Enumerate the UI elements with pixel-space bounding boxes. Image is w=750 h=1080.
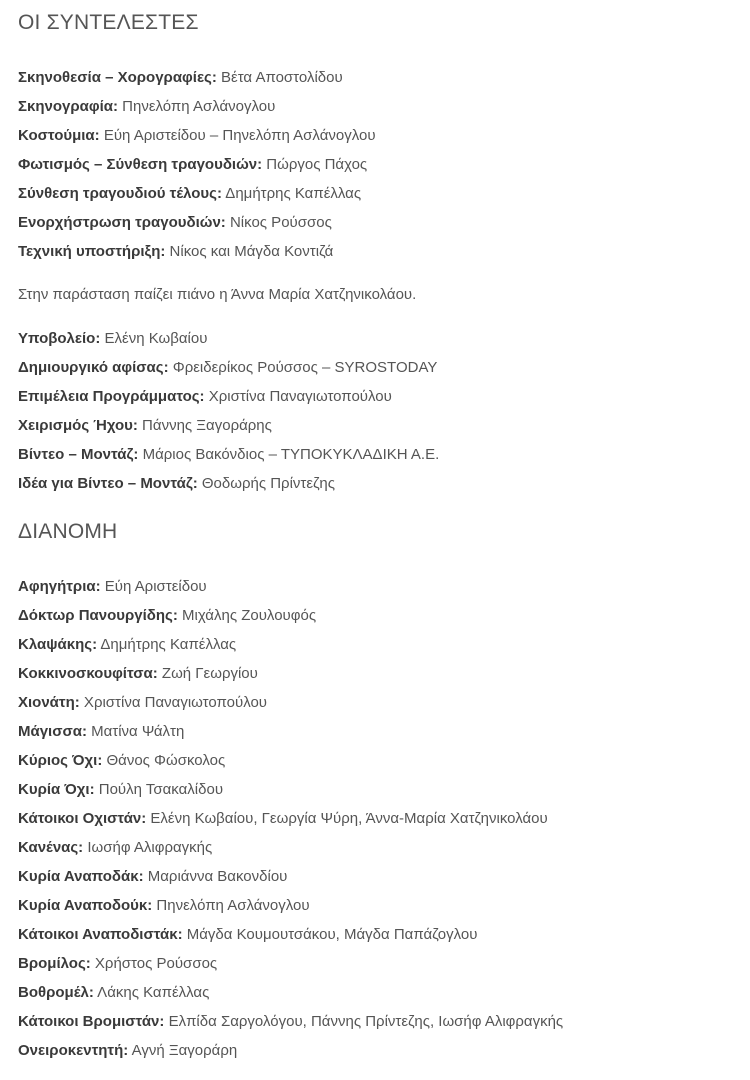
cast-role: Κύριος Όχι: (18, 752, 103, 769)
credit-role: Υποβολείο: (18, 330, 101, 347)
credit-line (18, 63, 376, 92)
cast-line (18, 978, 563, 1007)
cast-line (18, 804, 563, 833)
credit-role: Ιδέα για Βίντεο – Μοντάζ: (18, 475, 198, 492)
credit-line (18, 92, 376, 121)
credit-name: Πώργος Πάχος (262, 156, 368, 173)
cast-name: Χρήστος Ρούσσος (90, 955, 218, 972)
cast-name: Μαριάννα Βακονδίου (143, 868, 288, 885)
credit-line (18, 208, 376, 237)
credit-name: Μάριος Βακόνδιος – ΤΥΠΟΚΥΚΛΑΔΙΚΗ Α.Ε. (138, 446, 440, 463)
credit-name: Χριστίνα Παναγιωτοπούλου (204, 388, 392, 405)
credit-role: Επιμέλεια Προγράμματος: (18, 388, 205, 405)
credit-name: Πάννης Ξαγοράρης (137, 417, 272, 434)
cast-line (18, 949, 563, 978)
credit-role: Ενορχήστρωση τραγουδιών: (18, 214, 226, 231)
cast-name: Λάκης Καπέλλας (93, 984, 210, 1001)
cast-name: Θάνος Φώσκολος (102, 752, 226, 769)
cast-role: Χιονάτη: (18, 694, 80, 711)
cast-name: Πηνελόπη Ασλάνογλου (152, 897, 310, 914)
cast-line (18, 1036, 563, 1065)
credit-name: Νίκος και Μάγδα Κοντιζά (165, 243, 334, 260)
cast-role: Κάτοικοι Αναποδιστάκ: (18, 926, 183, 943)
credit-role: Σκηνοθεσία – Χορογραφίες: (18, 69, 217, 86)
cast-name: Ιωσήφ Αλιφραγκής (83, 839, 213, 856)
cast-role: Κοκκινοσκουφίτσα: (18, 665, 158, 682)
cast-name: Ζωή Γεωργίου (157, 665, 258, 682)
credit-line (18, 353, 439, 382)
credit-line (18, 469, 439, 498)
credit-role: Σκηνογραφία: (18, 98, 118, 115)
cast-role: Κανένας: (18, 839, 84, 856)
cast-role: Κλαψάκης: (18, 636, 98, 653)
cast-list (18, 572, 563, 1065)
credit-line (18, 237, 376, 266)
cast-name: Ελένη Κωβαίου, Γεωργία Ψύρη, Άννα-Μαρία Χατζηνικολάου (146, 810, 548, 827)
cast-line (18, 601, 563, 630)
credit-name: Φρειδερίκος Ρούσσος – SYROSTODAY (168, 359, 438, 376)
cast-name: Πούλη Τσακαλίδου (94, 781, 224, 798)
cast-role: Κυρία Αναποδούκ: (18, 897, 153, 914)
piano-note: Στην παράσταση παίζει πιάνο η Άννα Μαρία Χατζηνικολάου. (18, 286, 417, 303)
credit-role: Κοστούμια: (18, 127, 100, 144)
cast-role: Αφηγήτρια: (18, 578, 101, 595)
credit-name: Ελένη Κωβαίου (100, 330, 208, 347)
credit-line (18, 150, 376, 179)
cast-name: Χριστίνα Παναγιωτοπούλου (79, 694, 268, 711)
credit-role: Φωτισμός – Σύνθεση τραγουδιών: (18, 156, 263, 173)
credit-line (18, 324, 439, 353)
cast-name: Μιχάλης Ζουλουφός (177, 607, 317, 624)
credit-role: Βίντεο – Μοντάζ: (18, 446, 139, 463)
cast-name: Ματίνα Ψάλτη (86, 723, 185, 740)
credits-list (18, 324, 439, 498)
cast-role: Δόκτωρ Πανουργίδης: (18, 607, 178, 624)
credit-name: Θοδωρής Πρίντεζης (197, 475, 335, 492)
cast-role: Βοθρομέλ: (18, 984, 94, 1001)
cast-line (18, 1007, 563, 1036)
credits-list (18, 63, 376, 266)
cast-line (18, 833, 563, 862)
credit-name: Εύη Αριστείδου – Πηνελόπη Ασλάνογλου (99, 127, 376, 144)
credit-line (18, 411, 439, 440)
cast-line (18, 717, 563, 746)
cast-role: Κυρία Αναποδάκ: (18, 868, 144, 885)
credit-name: Δημήτρης Καπέλλας (221, 185, 362, 202)
cast-line (18, 920, 563, 949)
credit-name: Νίκος Ρούσσος (225, 214, 332, 231)
cast-name: Δημήτρης Καπέλλας (97, 636, 237, 653)
credit-line (18, 440, 439, 469)
cast-name: Ελπίδα Σαργολόγου, Πάννης Πρίντεζης, Ιωσήφ Αλιφραγκής (164, 1013, 564, 1030)
credit-role: Δημιουργικό αφίσας: (18, 359, 169, 376)
cast-line (18, 775, 563, 804)
cast-name: Αγνή Ξαγοράρη (128, 1042, 238, 1059)
cast-line (18, 688, 563, 717)
cast-line (18, 862, 563, 891)
cast-line (18, 630, 563, 659)
credit-name: Βέτα Αποστολίδου (216, 69, 343, 86)
credit-line (18, 382, 439, 411)
cast-section-title: ΔΙΑΝΟΜΗ (18, 520, 118, 543)
credit-line (18, 121, 376, 150)
cast-name: Εύη Αριστείδου (100, 578, 207, 595)
credit-name: Πηνελόπη Ασλάνογλου (118, 98, 276, 115)
cast-name: Μάγδα Κουμουτσάκου, Μάγδα Παπάζογλου (182, 926, 478, 943)
cast-line (18, 746, 563, 775)
cast-role: Κυρία Όχι: (18, 781, 95, 798)
credit-line (18, 179, 376, 208)
cast-role: Κάτοικοι Βρομιστάν: (18, 1013, 165, 1030)
credits-section-title: ΟΙ ΣΥΝΤΕΛΕΣΤΕΣ (18, 11, 199, 34)
cast-line (18, 891, 563, 920)
credit-role: Χειρισμός Ήχου: (18, 417, 138, 434)
cast-role: Μάγισσα: (18, 723, 87, 740)
cast-role: Βρομίλος: (18, 955, 91, 972)
cast-role: Κάτοικοι Οχιστάν: (18, 810, 147, 827)
cast-line (18, 572, 563, 601)
credit-role: Τεχνική υποστήριξη: (18, 243, 166, 260)
cast-line (18, 659, 563, 688)
cast-role: Ονειροκεντητή: (18, 1042, 129, 1059)
credit-role: Σύνθεση τραγουδιού τέλους: (18, 185, 222, 202)
